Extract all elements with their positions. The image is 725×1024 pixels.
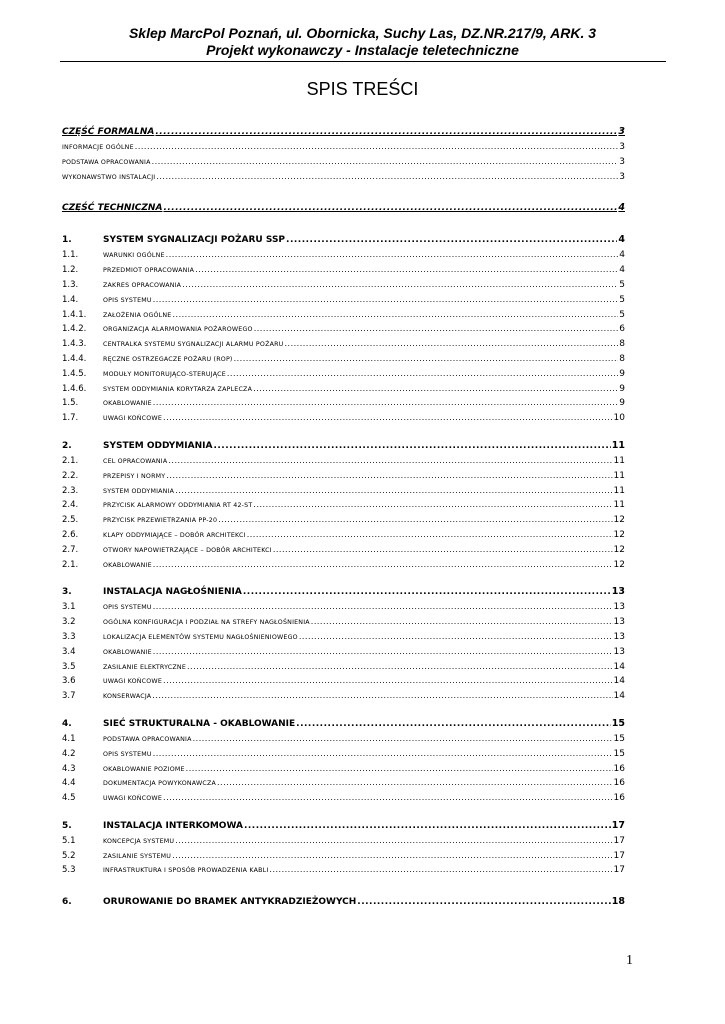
toc-label: PRZEPISY I NORMY <box>103 472 166 480</box>
header-rule <box>60 61 666 62</box>
toc-label: SYSTEM ODDYMIANIA KORYTARZA ZAPLECZA <box>103 385 253 393</box>
toc-label: PODSTAWA OPRACOWANIA <box>62 158 151 166</box>
toc-label: UWAGI KOŃCOWE <box>103 795 163 803</box>
toc-label: PODSTAWA OPRACOWANIA <box>103 735 192 743</box>
toc-page: 11 <box>613 455 625 466</box>
toc-number: 4.1 <box>62 733 76 744</box>
toc-leader <box>166 469 612 484</box>
toc-item[interactable] <box>62 352 625 367</box>
toc-leader <box>152 155 619 170</box>
toc-leader <box>153 293 619 308</box>
toc-number: 3.1 <box>62 602 76 613</box>
toc-leader <box>152 689 612 704</box>
toc-label: OGÓLNA KONFIGURACJA I PODZIAŁ NA STREFY NAGŁOŚNIENIA <box>103 619 310 627</box>
toc-page: 9 <box>619 398 625 409</box>
toc-page: 16 <box>613 793 625 804</box>
toc-page: 5 <box>619 279 625 290</box>
toc-number: 4. <box>62 718 72 729</box>
toc-chapter[interactable] <box>62 818 625 834</box>
header-line-1: Sklep MarcPol Poznań, ul. Obornicka, Suchy Las, DZ.NR.217/9, ARK. 3 <box>128 25 597 41</box>
toc-leader <box>163 791 613 806</box>
toc-leader <box>227 367 618 382</box>
toc-number: 4.3 <box>62 763 76 774</box>
toc-label: PRZYCISK PRZEWIETRZANIA PP-20 <box>103 517 218 525</box>
toc-item[interactable] <box>62 484 625 499</box>
toc-label: SYSTEM ODDYMIANIA <box>103 440 213 451</box>
toc-leader <box>218 513 612 528</box>
toc-page: 10 <box>613 413 625 424</box>
toc-page: 4 <box>618 202 625 214</box>
toc-number: 1.2. <box>62 265 79 276</box>
toc-number: 2.7. <box>62 544 79 555</box>
toc-page: 13 <box>613 617 625 628</box>
toc-page: 15 <box>611 717 625 729</box>
toc-leader <box>187 660 613 675</box>
toc-label: ORUROWANIE DO BRAMEK ANTYKRADZIEŻOWYCH <box>103 897 357 908</box>
toc-page: 13 <box>611 586 625 598</box>
toc-item[interactable] <box>62 469 625 484</box>
toc-leader <box>172 308 618 323</box>
toc-label: OTWORY NAPOWIETRZAJĄCE – DOBÓR ARCHITEKCI <box>103 546 272 554</box>
header-line-2: Projekt wykonawczy - Instalacje teletechniczne <box>206 42 519 58</box>
toc-label: ZASILANIE SYSTEMU <box>103 852 172 860</box>
toc-number: 2. <box>62 440 72 451</box>
toc-number: 1.4. <box>62 294 79 305</box>
toc-label: SYSTEM SYGNALIZACJI POŻARU SSP <box>103 235 286 246</box>
toc-label: OKABLOWANIE <box>103 648 152 656</box>
toc-label: CENTRALKA SYSTEMU SYGNALIZACJI ALARMU POŻARU <box>103 341 284 349</box>
toc-page: 11 <box>613 500 625 511</box>
toc-page: 17 <box>613 850 625 861</box>
toc-number: 2.4. <box>62 500 79 511</box>
toc-label: KONCEPCJA SYSTEMU <box>103 837 175 845</box>
toc-page: 3 <box>619 171 625 182</box>
toc-number: 2.1. <box>62 559 79 570</box>
toc-page: 14 <box>613 676 625 687</box>
toc-label: PRZYCISK ALARMOWY ODDYMIANIA RT 42-ST <box>103 502 253 510</box>
toc-leader <box>163 674 613 689</box>
toc-leader <box>234 352 619 367</box>
toc-item[interactable] <box>62 645 625 660</box>
toc-item[interactable] <box>62 528 625 543</box>
toc-leader <box>182 278 618 293</box>
toc-page: 3 <box>618 126 625 137</box>
toc-page: 15 <box>613 748 625 759</box>
toc-page: 12 <box>613 515 625 526</box>
toc-number: 2.6. <box>62 529 79 540</box>
toc-label: INSTALACJA INTERKOMOWA <box>103 820 243 831</box>
toc-item[interactable] <box>62 396 625 411</box>
toc-page: 13 <box>613 646 625 657</box>
toc-item[interactable] <box>62 278 625 293</box>
toc-item[interactable] <box>62 600 625 615</box>
toc-leader <box>155 124 617 140</box>
toc-label: KONSERWACJA <box>103 693 152 701</box>
toc-leader <box>286 232 617 248</box>
toc-number: 3.6 <box>62 676 76 687</box>
toc-item[interactable] <box>62 293 625 308</box>
toc-leader <box>253 498 612 513</box>
toc-leader <box>193 732 613 747</box>
toc-page: 12 <box>613 559 625 570</box>
toc-label: OPIS SYSTEMU <box>103 296 152 304</box>
toc-number: 1.7. <box>62 413 79 424</box>
toc-leader <box>311 615 613 630</box>
toc-number: 5. <box>62 820 72 831</box>
toc-item[interactable] <box>62 248 625 263</box>
toc-leader <box>153 396 618 411</box>
toc-leader <box>296 716 611 732</box>
toc-item[interactable] <box>62 367 625 382</box>
toc-label: SYSTEM ODDYMIANIA <box>103 487 175 495</box>
toc-item[interactable] <box>62 513 625 528</box>
toc-label: LOKALIZACJA ELEMENTÓW SYSTEMU NAGŁOŚNIENIOWEGO <box>103 633 298 641</box>
toc-chapter[interactable] <box>62 716 625 732</box>
toc-label: RĘCZNE OSTRZEGACZE POŻARU (ROP) <box>103 355 233 363</box>
toc-number: 3.2 <box>62 617 76 628</box>
toc-leader <box>186 762 613 777</box>
toc-page: 4 <box>619 265 625 276</box>
toc-label: OPIS SYSTEMU <box>103 604 152 612</box>
toc-item[interactable] <box>62 558 625 573</box>
toc-page: 3 <box>619 156 625 167</box>
toc-item[interactable] <box>62 660 625 675</box>
toc-item[interactable] <box>62 615 625 630</box>
toc-number: 6. <box>62 897 72 908</box>
toc-page: 13 <box>613 631 625 642</box>
page-title: SPIS TREŚCI <box>306 79 419 99</box>
toc-item[interactable] <box>62 454 625 469</box>
toc-page: 11 <box>611 439 625 451</box>
toc-number: 2.3. <box>62 485 79 496</box>
toc-page: 4 <box>619 250 625 261</box>
toc-item[interactable] <box>62 337 625 352</box>
toc-number: 2.2. <box>62 470 79 481</box>
toc-page: 12 <box>613 529 625 540</box>
toc-number: 1.4.3. <box>62 339 87 350</box>
toc-leader <box>163 411 613 426</box>
toc-page: 12 <box>613 544 625 555</box>
toc-number: 2.1. <box>62 455 79 466</box>
toc-number: 5.2 <box>62 850 76 861</box>
toc-item[interactable] <box>62 863 625 878</box>
toc-label: INFORMACJE OGÓLNE <box>62 144 134 151</box>
toc-item[interactable] <box>62 630 625 645</box>
toc-label: CZĘŚĆ TECHNICZNA <box>62 203 163 214</box>
toc-page: 11 <box>613 485 625 496</box>
toc-leader <box>273 543 613 558</box>
toc-number: 4.5 <box>62 793 76 804</box>
toc-label: ORGANIZACJA ALARMOWANIA POŻAROWEGO <box>103 326 253 334</box>
toc-leader <box>247 528 613 543</box>
toc-label: CZĘŚĆ FORMALNA <box>62 127 155 137</box>
toc-page: 17 <box>611 819 625 831</box>
toc-number: 2.5. <box>62 515 79 526</box>
toc-page: 5 <box>619 294 625 305</box>
toc-leader <box>244 818 611 834</box>
toc-page: 17 <box>613 835 625 846</box>
toc-label: OKABLOWANIE <box>103 561 152 569</box>
toc-leader <box>213 438 610 454</box>
toc-leader <box>269 863 612 878</box>
toc-page: 8 <box>619 339 625 350</box>
document-header <box>60 25 665 59</box>
toc-leader <box>135 140 618 155</box>
toc-page: 14 <box>613 661 625 672</box>
toc-item[interactable] <box>62 849 625 864</box>
toc-label: OKABLOWANIE <box>103 400 152 408</box>
toc-label: SIEĆ STRUKTURALNA - OKABLOWANIE <box>103 718 296 729</box>
toc-number: 1.3. <box>62 279 79 290</box>
toc-item[interactable] <box>62 170 625 185</box>
toc-number: 5.3 <box>62 865 76 876</box>
toc-number: 1. <box>62 235 72 246</box>
toc-number: 1.1. <box>62 250 79 261</box>
toc-part-technical[interactable] <box>62 200 625 216</box>
toc-leader <box>168 454 612 469</box>
toc-item[interactable] <box>62 732 625 747</box>
toc-item[interactable] <box>62 155 625 170</box>
toc-leader <box>172 849 612 864</box>
toc-item[interactable] <box>62 674 625 689</box>
toc-page: 18 <box>611 896 625 908</box>
toc-item[interactable] <box>62 411 625 426</box>
toc-leader <box>217 776 613 791</box>
toc-label: MODUŁY MONITORUJĄCO-STERUJĄCE <box>103 370 226 378</box>
toc-leader <box>175 484 612 499</box>
toc-page: 4 <box>618 234 625 246</box>
toc-label: WARUNKI OGÓLNE <box>103 252 165 260</box>
toc-item[interactable] <box>62 140 625 155</box>
toc-page: 17 <box>613 865 625 876</box>
toc-number: 3.5 <box>62 661 76 672</box>
toc-number: 4.2 <box>62 748 76 759</box>
toc-item[interactable] <box>62 382 625 397</box>
toc-number: 1.4.1. <box>62 309 87 320</box>
toc-page: 16 <box>613 763 625 774</box>
toc-label: INSTALACJA NAGŁOŚNIENIA <box>103 587 242 598</box>
toc-leader <box>243 584 611 600</box>
toc-label: PRZEDMIOT OPRACOWANIA <box>103 267 195 275</box>
toc-page: 15 <box>613 733 625 744</box>
toc-page: 11 <box>613 470 625 481</box>
toc-item[interactable] <box>62 498 625 513</box>
toc-number: 1.4.4. <box>62 353 87 364</box>
toc-page: 8 <box>619 353 625 364</box>
toc-leader <box>357 894 610 910</box>
toc-chapter[interactable] <box>62 584 625 600</box>
toc-page: 16 <box>613 778 625 789</box>
toc-page: 14 <box>613 691 625 702</box>
toc-label: UWAGI KOŃCOWE <box>103 678 163 686</box>
toc-item[interactable] <box>62 322 625 337</box>
table-of-contents <box>62 124 625 910</box>
toc-label: ZAŁOŻENIA OGÓLNE <box>103 311 172 319</box>
toc-chapter[interactable] <box>62 894 625 910</box>
toc-leader <box>254 322 619 337</box>
toc-item[interactable] <box>62 776 625 791</box>
toc-leader <box>253 382 618 397</box>
toc-label: ZAKRES OPRACOWANIA <box>103 281 182 289</box>
page-number: 1 <box>626 953 633 968</box>
toc-number: 3.7 <box>62 691 76 702</box>
toc-leader <box>156 170 618 185</box>
toc-leader <box>284 337 618 352</box>
toc-number: 4.4 <box>62 778 76 789</box>
toc-label: UWAGI KOŃCOWE <box>103 415 163 423</box>
toc-label: OPIS SYSTEMU <box>103 750 152 758</box>
toc-number: 1.4.5. <box>62 368 87 379</box>
toc-item[interactable] <box>62 762 625 777</box>
toc-page: 9 <box>619 383 625 394</box>
toc-chapter[interactable] <box>62 438 625 454</box>
toc-label: ZASILANIE ELEKTRYCZNE <box>103 663 187 671</box>
toc-label: OKABLOWANIE POZIOME <box>103 765 185 773</box>
toc-label: CEL OPRACOWANIA <box>103 457 168 465</box>
toc-leader <box>175 834 612 849</box>
toc-leader <box>195 263 618 278</box>
toc-item[interactable] <box>62 689 625 704</box>
toc-page: 9 <box>619 368 625 379</box>
toc-leader <box>299 630 613 645</box>
toc-item[interactable] <box>62 834 625 849</box>
toc-page: 3 <box>619 142 625 152</box>
toc-label: INFRASTRUKTURA I SPOSÓB PROWADZENIA KABLI <box>103 867 269 875</box>
toc-leader <box>163 200 617 216</box>
toc-leader <box>153 645 613 660</box>
toc-page: 13 <box>613 602 625 613</box>
toc-label: DOKUMENTACJA POWYKONAWCZA <box>103 780 216 788</box>
toc-number: 1.5. <box>62 398 79 409</box>
toc-leader <box>153 600 613 615</box>
toc-page: 6 <box>619 324 625 335</box>
toc-leader <box>153 747 613 762</box>
toc-number: 3. <box>62 587 72 598</box>
toc-number: 3.3 <box>62 631 76 642</box>
toc-label: KLAPY ODDYMIAJĄCE – DOBÓR ARCHITEKCI <box>103 531 246 539</box>
toc-label: WYKONAWSTWO INSTALACJI <box>62 173 156 181</box>
toc-chapter[interactable] <box>62 232 625 248</box>
toc-item[interactable] <box>62 791 625 806</box>
toc-page: 5 <box>619 309 625 320</box>
toc-item[interactable] <box>62 263 625 278</box>
toc-number: 3.4 <box>62 646 76 657</box>
toc-leader <box>153 558 613 573</box>
toc-number: 5.1 <box>62 835 76 846</box>
toc-item[interactable] <box>62 747 625 762</box>
toc-number: 1.4.6. <box>62 383 87 394</box>
toc-item[interactable] <box>62 543 625 558</box>
toc-number: 1.4.2. <box>62 324 87 335</box>
toc-part-formal[interactable] <box>62 124 625 140</box>
toc-item[interactable] <box>62 308 625 323</box>
toc-leader <box>166 248 619 263</box>
